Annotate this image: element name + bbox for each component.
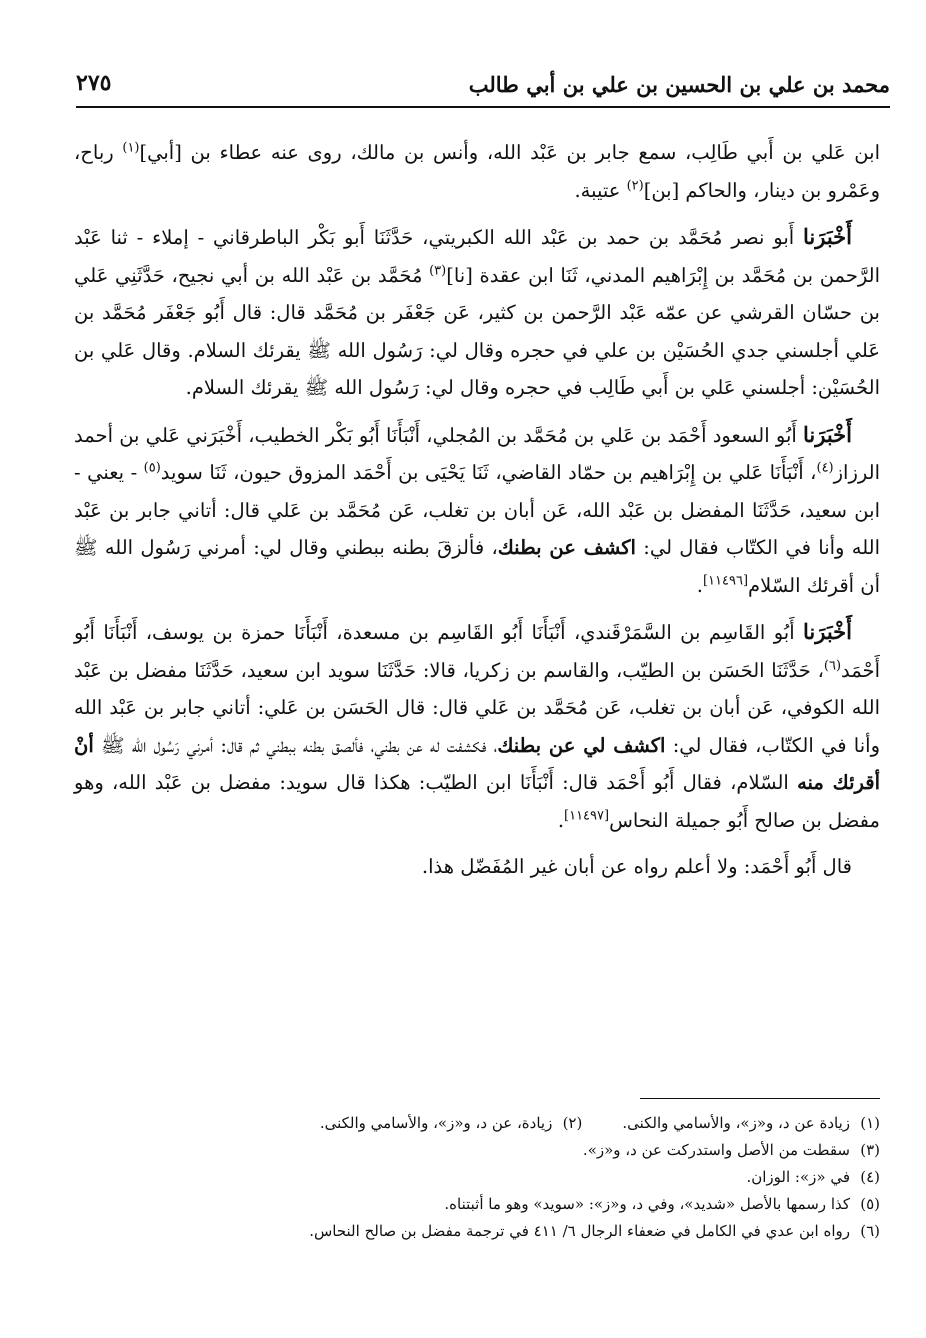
footnote-number: (٤): [860, 1168, 880, 1186]
narration-text-5: .: [557, 808, 565, 832]
footnote-number: (١): [860, 1114, 880, 1132]
footnote-ref-6: (٦): [823, 658, 842, 673]
intro-text-2: رباح، وعَمْرو بن دينار، والحاكم [بن]: [74, 141, 880, 202]
intro-text: ابن عَلي بن أَبي طَالِب، سمع جابر بن عَبْد الله، وأنس بن مالك، روى عنه عطاء بن [أبي]: [139, 141, 880, 164]
narration-text-2: مُحَمَّد بن عَبْد الله بن أبي نجيح، حَدَّثَنِي عَلي بن حسّان القرشي عن عمّه عَبْد الرَّحمن بن كثير، عَن جَعْفَر بن مُحَمَّد قال: قال أَبُو جَعْفَر مُحَمَّد بن عَلي أجلسني جدي الحُسَيْن بن علي في حجره وقال لي: رَسُول الله ﷺ يقرئك السلام. وقال عَلي بن الحُسَيْن: أجلسني عَلي بن أَبي طَالِب في حجره وقال لي: رَسُول الله ﷺ يقرئك السلام.: [74, 263, 880, 399]
intro-text-3: عتيبة.: [574, 178, 627, 202]
footnotes: [74, 1110, 880, 1245]
narration-bold: اكشف لي عن بطنك: [497, 733, 666, 757]
narration-bold-2: أنْ أقرئك منه: [74, 733, 881, 794]
footnote-ref-1: (١): [122, 140, 140, 156]
footnote-rule: [640, 1098, 880, 1099]
footnote-text: في «ز»: الوزان.: [746, 1168, 850, 1186]
footnote-text: زيادة عن د، و«ز»، والأسامي والكنى.: [622, 1114, 850, 1132]
narration-text-2: ، أَنْبَأَنَا عَلي بن إِبْرَاهيم بن حمّاد القاضي، ثَنَا يَحْيَى بن أَحْمَد المزوق حيون، ثَنَا سويد: [160, 461, 817, 484]
narration-lead: أَخْبَرَنا: [803, 421, 852, 447]
footnote-number: (٦): [860, 1222, 880, 1240]
footnote-2: [320, 1110, 583, 1137]
narration-text: أَبُو السعود أَحْمَد بن عَلي بن مُحَمَّد بن المُجلي، أَنْبَأَنَا أَبُو بَكْر الخطيب، أَخْبَرَني عَلي بن أحمد الرزاز: [74, 423, 880, 484]
footnote-number: (٥): [860, 1195, 880, 1213]
footnote-number: (٣): [860, 1141, 880, 1159]
footnote-5: [74, 1191, 880, 1218]
footnote-ref-3: (٣): [429, 263, 447, 278]
footnote-3: [74, 1137, 880, 1164]
narration-bold: اكشف عن بطنك: [497, 536, 636, 559]
intro-paragraph: [74, 134, 880, 209]
narration-paragraph-3: [74, 613, 880, 839]
narration-text-3: ، فكشفت له عن بطني، فألصق بطنه ببطني ثم قال: أمرني رَسُول الله ﷺ: [93, 733, 498, 757]
narration-paragraph-1: [74, 218, 880, 407]
hadith-number-ref: [١١٤٩٦]: [702, 573, 749, 588]
footnote-ref-4: (٤): [816, 460, 834, 476]
footnote-4: [74, 1164, 880, 1191]
narration-text: أَبو نصر مُحَمَّد بن حمد بن عَبْد الله الكبريتي، حَدَّثَنَا أَبو بَكْر الباطرقاني - إملاء - ثنا عَبْد الرَّحمن بن مُحَمَّد بن إِبْرَاهيم المدني، ثَنَا ابن عقدة [نا]: [74, 226, 880, 287]
narration-lead: أَخْبَرَنا: [803, 619, 852, 644]
footnote-text: سقطت من الأصل واستدركت عن د، و«ز».: [582, 1141, 850, 1159]
header-rule: [76, 106, 890, 108]
narration-text: أَبُو القَاسِم بن السَّمَرْقَندي، أَنْبَأَنَا أَبُو القَاسِم بن مسعدة، أَنْبَأَنَا حمزة بن يوسف، أَنْبَأَنَا أَبُو أَحْمَد: [74, 621, 880, 682]
running-title: محمد بن علي بن الحسين بن علي بن أبي طالب: [468, 72, 890, 97]
footnote-text: كذا رسمها بالأصل «شديد»، وفي د، و«ز»: «سويد» وهو ما أثبتناه.: [444, 1195, 850, 1213]
hadith-number-ref: [١١٤٩٧]: [564, 808, 610, 823]
narration-text-5: .: [696, 573, 703, 597]
narration-text-3: - يعني - ابن سعيد، حَدَّثَنَا المفضل بن عَبْد الله، عَن أبان بن تغلب، عَن مُحَمَّد بن عَلي قال: أتاني جابر بن عَبْد الله وأنا في الكتّاب فقال لي:: [74, 461, 881, 559]
narration-text-2: ، حَدَّثَنَا الحَسَن بن الطيّب، والقاسم بن زكريا، قالا: حَدَّثَنَا سويد ابن سعيد، حَدَّثَنَا مفضل بن عَبْد الله الكوفي، عَن أبان بن تغلب، عَن مُحَمَّد بن عَلي قال: قال الحَسَن بن عَلي: أتاني جابر بن عَبْد الله وأنا في الكتّاب، فقال لي:: [74, 658, 880, 757]
page-number: ٢٧٥: [76, 70, 112, 96]
closing-remark: قال أَبُو أَحْمَد: ولا أعلم رواه عن أبان غير المُفَضّل هذا.: [421, 855, 852, 878]
narration-lead: أَخْبَرَنا: [803, 224, 852, 249]
footnote-text: رواه ابن عدي في الكامل في ضعفاء الرجال ٦/ ٤١١ في ترجمة مفضل بن صالح النحاس.: [309, 1222, 850, 1240]
footnote-6: [74, 1218, 880, 1245]
narration-text-4: ، فألزقَ بطنه ببطني وقال لي: أمرني رَسُول الله ﷺ أن أقرئك السّلام: [74, 536, 880, 597]
narration-text-4: السّلام، فقال أَبُو أَحْمَد قال: أَنْبَأَنَا ابن الطيّب: هكذا قال سويد: مفضل بن عَبْد الله، وهو مفضل بن صالح أَبُو جميلة النحاس: [74, 771, 880, 832]
page-header: [76, 62, 890, 110]
main-text: [74, 134, 880, 886]
footnote-number: (٢): [562, 1114, 583, 1132]
footnote-ref-5: (٥): [143, 460, 161, 476]
footnote-row: [74, 1110, 880, 1137]
footnote-ref-2: (٢): [626, 178, 644, 193]
narration-paragraph-2: [74, 416, 880, 605]
footnote-1: [622, 1110, 880, 1137]
footnote-text: زيادة، عن د، و«ز»، والأسامي والكنى.: [319, 1114, 553, 1132]
